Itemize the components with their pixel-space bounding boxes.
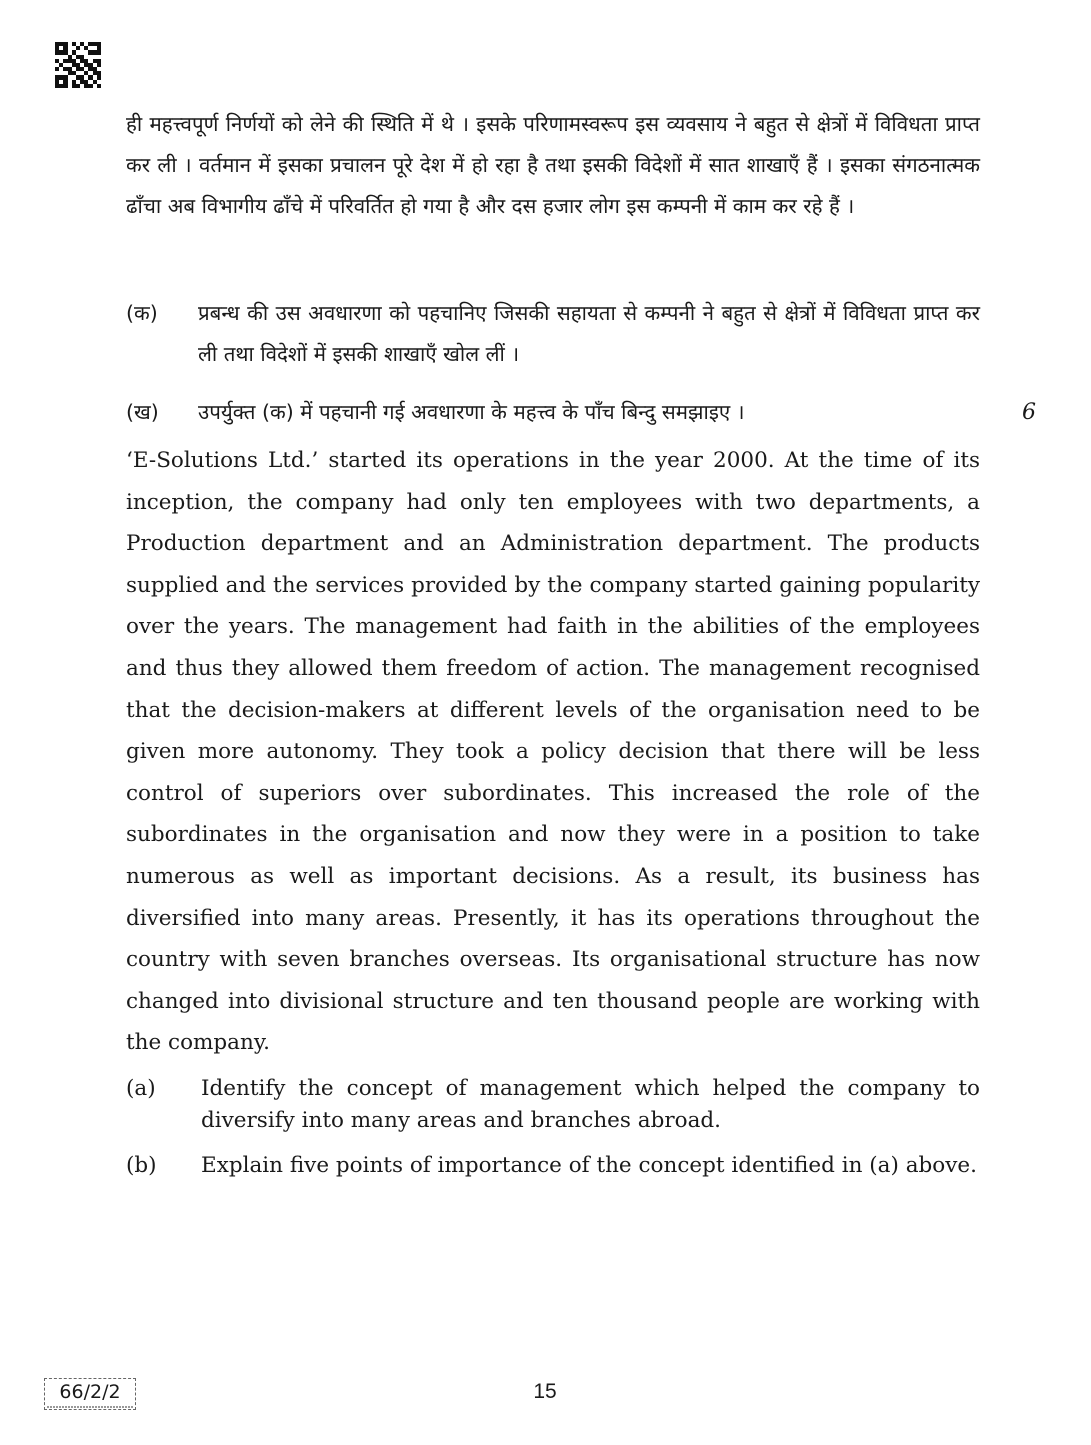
english-question-a bbox=[126, 1073, 980, 1137]
english-question-b bbox=[126, 1150, 980, 1182]
question-label: (ख) bbox=[126, 400, 159, 424]
marks: 6 bbox=[1022, 400, 1036, 425]
hindi-paragraph: ही महत्त्वपूर्ण निर्णयों को लेने की स्थिति में थे । इसके परिणामस्वरूप इस व्यवसाय ने बहुत से क्षेत्रों में विविधता प्राप्त कर ली । वर्तमान में इसका प्रचालन पूरे देश में हो रहा है तथा इसकी विदेशों में सात शाखाएँ हैं । इसका संगठनात्मक ढाँचा अब विभागीय ढाँचे में परिवर्तित हो गया है और दस हजार लोग इस कम्पनी में काम कर रहे हैं । bbox=[126, 112, 980, 218]
question-text: प्रबन्ध की उस अवधारणा को पहचानिए जिसकी सहायता से कम्पनी ने बहुत से क्षेत्रों में विविधता प्राप्त कर ली तथा विदेशों में इसकी शाखाएँ खोल लीं । bbox=[198, 301, 980, 366]
paper-code bbox=[44, 1378, 136, 1410]
question-label: (a) bbox=[126, 1076, 156, 1101]
microtext-line bbox=[47, 1406, 133, 1408]
english-paragraph: ‘E-Solutions Ltd.’ started its operations in the year 2000. At the time of its inception, the company had only ten employees with two departments, a Production department and an Administration department. The products supplied and the services provided by the company started gaining popularity over the years. The management had faith in the abilities of the employees and thus they allowed them freedom of action. The management recognised that the decision-makers at different levels of the organisation need to be given more autonomy. They took a policy decision that there will be less control of superiors over subordinates. This increased the role of the subordinates in the organisation and now they were in a position to take numerous as well as important decisions. As a result, its business has diversified into many areas. Presently, it has its operations throughout the country with seven branches overseas. Its organisational structure has now changed into divisional structure and ten thousand people are working with the company. bbox=[126, 448, 980, 1056]
question-text: Identify the concept of management which helped the company to diversify into many areas and branches abroad. bbox=[201, 1076, 980, 1133]
page-number: 15 bbox=[533, 1380, 557, 1403]
question-text: उपर्युक्त (क) में पहचानी गई अवधारणा के महत्त्व के पाँच बिन्दु समझाइए । bbox=[198, 400, 745, 424]
hindi-question-kha bbox=[126, 392, 980, 433]
question-label: (b) bbox=[126, 1153, 157, 1178]
qr-code-icon bbox=[55, 42, 101, 88]
question-label: (क) bbox=[126, 301, 158, 325]
paper-code-text: 66/2/2 bbox=[59, 1381, 121, 1403]
question-text: Explain five points of importance of the concept identified in (a) above. bbox=[201, 1153, 977, 1178]
hindi-question-ka bbox=[126, 293, 980, 375]
